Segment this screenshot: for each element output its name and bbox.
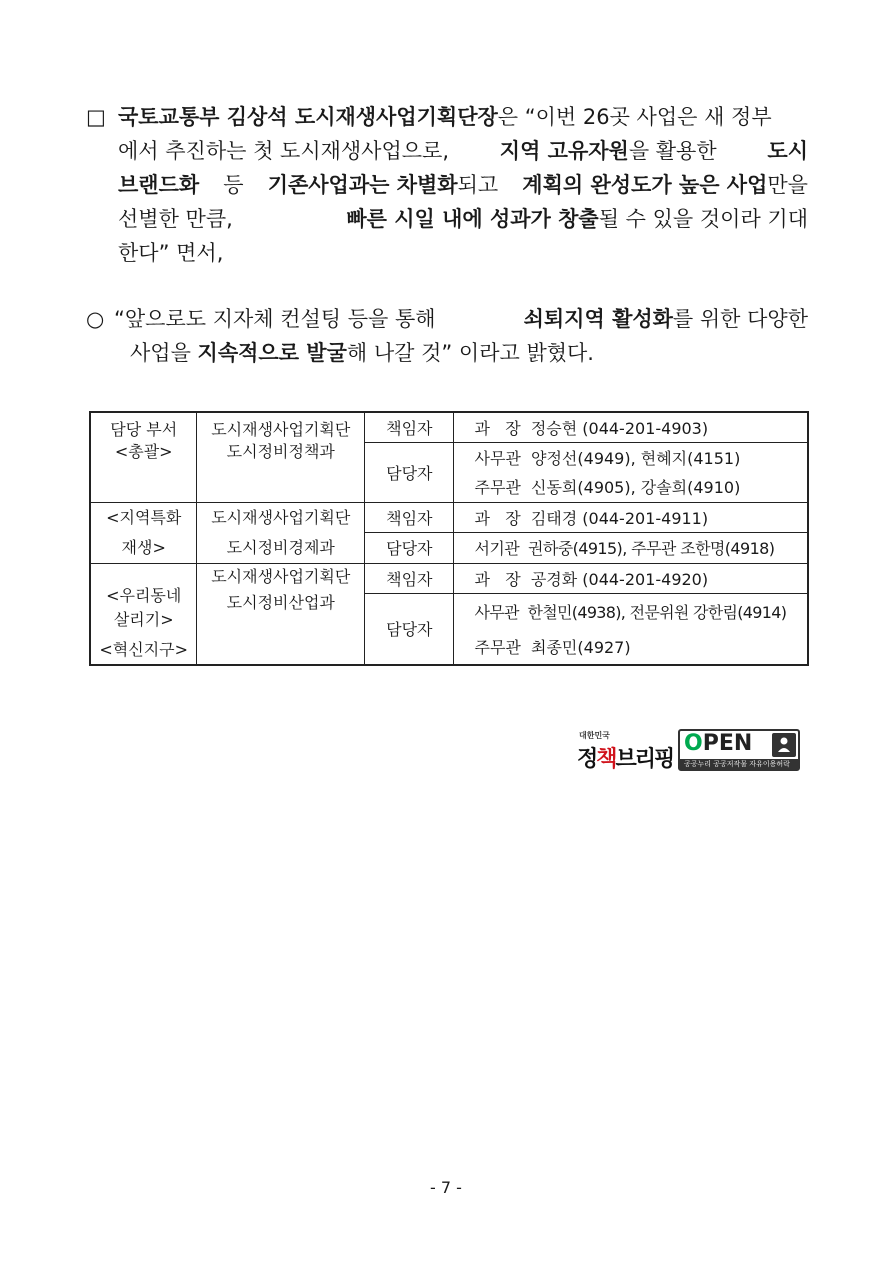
statement-line-2: 에서 추진하는 첫 도시재생사업으로, 지역 고유자원을 활용한 도시 [118,139,808,163]
role-cell: 책임자 [365,412,454,442]
role-cell: 담당자 [365,442,454,502]
logo-area [577,728,801,776]
statement-line-1: □ 국토교통부 김상석 도시재생사업기획단장은 “이번 26곳 사업은 새 정부 [86,100,808,134]
division-cell: 도시재생사업기획단 도시정비정책과 [197,412,365,502]
page-number: - 7 - [430,1178,462,1197]
person-cell: 주무관 신동희(4905), 강솔희(4910) [454,472,808,502]
quote-line-1: ○ “앞으로도 지자체 컨설팅 등을 통해 쇠퇴지역 활성화를 위한 다양한 [86,302,808,336]
speaker-title: 국토교통부 김상석 도시재생사업기획단장 [118,105,498,129]
policy-briefing-logo: 대한민국 정책브리핑 [577,731,674,772]
division-cell: 도시재생사업기획단 도시정비산업과 [197,563,365,665]
square-bullet-icon: □ [86,105,106,129]
statement-paragraph [86,100,808,270]
table-row [90,502,808,533]
role-cell: 담당자 [365,593,454,665]
role-cell: 담당자 [365,533,454,564]
table-row [90,412,808,442]
statement-line-4: 선별한 만큼, 빠른 시일 내에 성과가 창출될 수 있을 것이라 기대 [118,207,808,231]
person-cell: 사무관 양정선(4949), 현혜지(4151) [454,442,808,472]
person-cell: 과 장 김태경 (044-201-4911) [454,502,808,533]
person-cell: 과 장 공경화 (044-201-4920) [454,563,808,593]
role-cell: 책임자 [365,563,454,593]
statement-line-3: 브랜드화 등 기존사업과는 차별화되고 계획의 완성도가 높은 사업만을 [118,173,808,197]
person-cell: 사무관 한철민(4938), 전문위원 강한림(4914) [454,593,808,629]
person-cell: 서기관 권하중(4915), 주무관 조한명(4918) [454,533,808,564]
kogl-open-license-logo: OPEN 공공누리 공공저작물 자유이용허락 [678,729,800,771]
quote-paragraph [86,302,808,370]
circle-bullet-icon: ○ [86,307,105,331]
division-cell: 도시재생사업기획단 도시정비경제과 [197,502,365,563]
person-cell: 과 장 정승현 (044-201-4903) [454,412,808,442]
role-cell: 책임자 [365,502,454,533]
dept-cell: 담당 부서 <총괄> [90,412,197,502]
attribution-icon [772,733,796,757]
statement-line-5: 한다” 면서, [118,241,224,265]
dept-cell: <우리동네 살리기> <혁신지구> [90,563,197,665]
contacts-table [89,411,809,666]
table-row [90,563,808,593]
dept-cell: <지역특화 재생> [90,502,197,563]
person-cell: 주무관 최종민(4927) [454,629,808,665]
quote-line-2: 사업을 지속적으로 발굴해 나갈 것” 이라고 밝혔다. [130,341,594,365]
